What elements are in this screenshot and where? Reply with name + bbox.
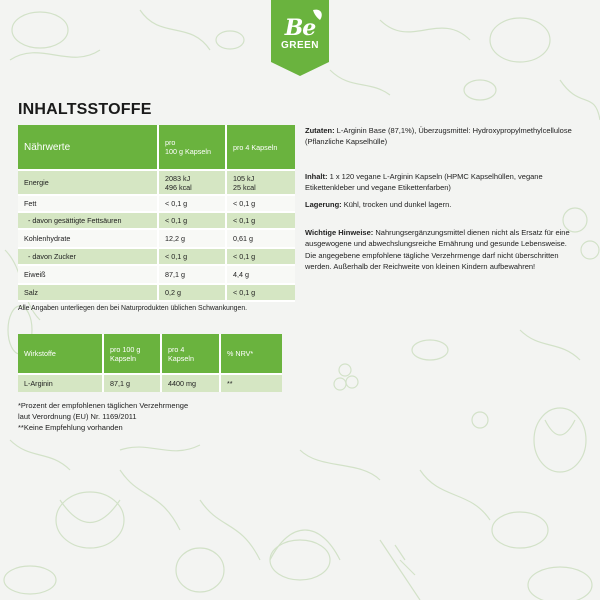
row-per4: < 0,1 g xyxy=(226,284,295,301)
row-label: Kohlenhydrate xyxy=(18,229,158,248)
footnote-line: **Keine Empfehlung vorhanden xyxy=(18,423,123,432)
row-per4: < 0,1 g xyxy=(226,248,295,265)
brand-logo-green: GREEN xyxy=(280,40,320,51)
nutrition-table-header xyxy=(18,125,295,170)
nutrition-table xyxy=(18,125,295,302)
ingredients-paragraph xyxy=(305,125,583,148)
inhalt-label: Inhalt: xyxy=(305,172,328,181)
row-label: Salz xyxy=(18,284,158,301)
row-label: - davon Zucker xyxy=(18,248,158,265)
table-row xyxy=(18,195,295,212)
table-row xyxy=(18,229,295,248)
active-table-header xyxy=(18,334,282,374)
row-nrv: ** xyxy=(220,374,282,392)
header-per-4: pro 4 Kapseln xyxy=(226,125,295,170)
header-per-4: pro 4 Kapseln xyxy=(161,334,220,374)
row-name: L-Arginin xyxy=(18,374,103,392)
hinweise-label: Wichtige Hinweise: xyxy=(305,228,374,237)
warnings-paragraph xyxy=(305,227,583,273)
row-per100: 0,2 g xyxy=(158,284,226,301)
header-per-100g: pro 100 g Kapseln xyxy=(103,334,161,374)
inhalt-text: 1 x 120 vegane L-Arginin Kapseln (HPMC Kapselhüllen, vegane Etikettenkleber und vegane Etikettenfarben) xyxy=(305,172,543,193)
table-row xyxy=(18,265,295,284)
zutaten-label: Zutaten: xyxy=(305,126,335,135)
table-row xyxy=(18,170,295,195)
row-per4: < 0,1 g xyxy=(226,212,295,229)
content-paragraph xyxy=(305,171,583,194)
row-per100: 2083 kJ 496 kcal xyxy=(158,170,226,195)
row-label: Eiweiß xyxy=(18,265,158,284)
lagerung-label: Lagerung: xyxy=(305,200,342,209)
row-per100: 12,2 g xyxy=(158,229,226,248)
header-wirkstoffe: Wirkstoffe xyxy=(18,334,103,374)
storage-paragraph xyxy=(305,199,583,210)
table-row xyxy=(18,284,295,301)
table-row xyxy=(18,212,295,229)
row-per100: < 0,1 g xyxy=(158,212,226,229)
footnote-line: laut Verordnung (EU) Nr. 1169/2011 xyxy=(18,412,137,421)
brand-logo-text xyxy=(271,16,329,52)
row-per4: 0,61 g xyxy=(226,229,295,248)
hinweise-text-2: Die angegebene empfohlene tägliche Verzehrmenge darf nicht überschritten werden. Außerhalb der Reichweite von kleinen Kindern aufbewahren! xyxy=(305,250,559,272)
row-per100: 87,1 g xyxy=(158,265,226,284)
row-label: - davon gesättigte Fettsäuren xyxy=(18,212,158,229)
row-per100: < 0,1 g xyxy=(158,195,226,212)
footnote-line: *Prozent der empfohlenen täglichen Verzehrmenge xyxy=(18,401,189,410)
row-per4: 4,4 g xyxy=(226,265,295,284)
table-row xyxy=(18,248,295,265)
hinweise-text: Nahrungsergänzungsmittel dienen nicht als Ersatz für eine ausgewogene und abwechslungsreiche Ernährung und gesunde Lebensweise. xyxy=(305,228,570,249)
brand-logo-be: Be xyxy=(284,15,316,41)
page-title: INHALTSSTOFFE xyxy=(18,101,152,118)
row-label: Energie xyxy=(18,170,158,195)
table-row xyxy=(18,374,282,392)
zutaten-text: L-Arginin Base (87,1%), Überzugsmittel: Hydroxypropylmethylcellulose (Pflanzliche Kapselhülle) xyxy=(305,126,572,147)
header-nrv: % NRV* xyxy=(220,334,282,374)
row-per4: 4400 mg xyxy=(161,374,220,392)
lagerung-text: Kühl, trocken und dunkel lagern. xyxy=(341,200,452,209)
footnotes xyxy=(18,400,188,433)
row-per4: 105 kJ 25 kcal xyxy=(226,170,295,195)
header-naehrwerte: Nährwerte xyxy=(18,125,158,170)
header-per-100g: pro 100 g Kapseln xyxy=(158,125,226,170)
active-ingredients-table xyxy=(18,334,282,392)
row-per4: < 0,1 g xyxy=(226,195,295,212)
row-label: Fett xyxy=(18,195,158,212)
variation-note: Alle Angaben unterliegen den bei Naturprodukten üblichen Schwankungen. xyxy=(18,305,248,312)
row-per100: < 0,1 g xyxy=(158,248,226,265)
row-per100: 87,1 g xyxy=(103,374,161,392)
